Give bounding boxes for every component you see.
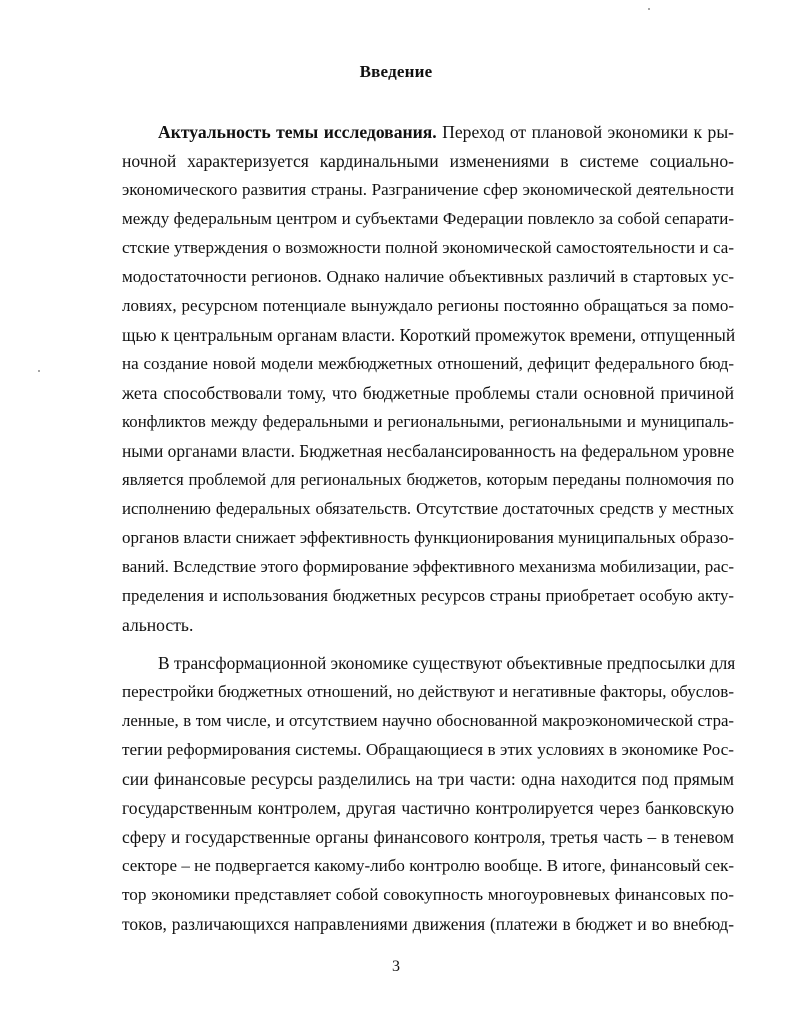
paragraph-lead-heading: Актуальность темы исследования. <box>158 122 437 142</box>
paragraph-text: Переход от плановой экономики к ры- <box>436 122 734 142</box>
paragraph-1-line-10: жета способствовали тому, что бюджетные проблемы стали основной причиной <box>122 383 734 403</box>
paragraph-1-line-18: альность. <box>122 615 194 635</box>
paragraph-1-line-7: ловиях, ресурсном потенциале вынуждало регионы постоянно обращаться за помо- <box>122 296 734 315</box>
paragraph-2-line-10: токов, различающихся направлениями движения (платежи в бюджет и во внебюд- <box>122 914 734 934</box>
paragraph-2-line-9: тор экономики представляет собой совокупность многоуровневых финансовых по- <box>122 885 734 904</box>
paragraph-1-line-11: конфликтов между федеральными и региональными, региональными и муниципаль- <box>122 412 734 431</box>
section-title: Введение <box>359 62 433 81</box>
paragraph-1-line-16: ваний. Вследствие этого формирование эффективного механизма мобилизации, рас- <box>122 557 734 576</box>
paragraph-1-line-3: экономического развития страны. Разграничение сфер экономической деятельности <box>122 180 734 199</box>
paragraph-1-line-12: ными органами власти. Бюджетная несбалансированность на федеральном уровне <box>122 441 735 461</box>
paragraph-2-line-5: сии финансовые ресурсы разделились на три части: одна находится под прямым <box>122 769 734 789</box>
paragraph-1-line-13: является проблемой для региональных бюджетов, которым переданы полномочия по <box>122 470 734 489</box>
paragraph-1-line-4: между федеральным центром и субъектами Федерации повлекло за собой сепарати- <box>122 209 734 228</box>
scan-speck <box>648 8 650 10</box>
scan-speck <box>38 370 40 372</box>
paragraph-2-line-4: тегии реформирования системы. Обращающиеся в этих условиях в экономике Рос- <box>122 740 734 759</box>
paragraph-2-line-3: ленные, в том числе, и отсутствием научно обоснованной макроэкономической стра- <box>122 711 734 730</box>
paragraph-1-line-14: исполнению федеральных обязательств. Отсутствие достаточных средств у местных <box>122 499 734 518</box>
paragraph-1-line-1 <box>158 122 734 142</box>
paragraph-1-line-15: органов власти снижает эффективность функционирования муниципальных образо- <box>122 528 734 547</box>
paragraph-1-line-5: стские утверждения о возможности полной экономической самостоятельности и са- <box>122 238 734 257</box>
paragraph-2-line-1: В трансформационной экономике существуют объективные предпосылки для <box>158 653 736 673</box>
paragraph-1-line-2: ночной характеризуется кардинальными изменениями в системе социально- <box>122 151 734 171</box>
paragraph-2-line-2: перестройки бюджетных отношений, но действуют и негативные факторы, обуслов- <box>122 682 734 701</box>
paragraph-2-line-7: сферу и государственные органы финансового контроля, третья часть – в теневом <box>122 827 734 847</box>
page-number: 3 <box>392 958 400 975</box>
paragraph-1-line-6: модостаточности регионов. Однако наличие объективных различий в стартовых ус- <box>122 267 734 286</box>
paragraph-2-line-6: государственным контролем, другая частично контролируется через банковскую <box>122 798 734 818</box>
paragraph-2-line-8: секторе – не подвергается какому-либо контролю вообще. В итоге, финансовый сек- <box>122 856 734 875</box>
paragraph-1-line-9: на создание новой модели межбюджетных отношений, дефицит федерального бюд- <box>122 354 734 373</box>
paragraph-1-line-17: пределения и использования бюджетных ресурсов страны приобретает особую акту- <box>122 586 734 605</box>
paragraph-1-line-8: щью к центральным органам власти. Короткий промежуток времени, отпущенный <box>122 325 736 345</box>
